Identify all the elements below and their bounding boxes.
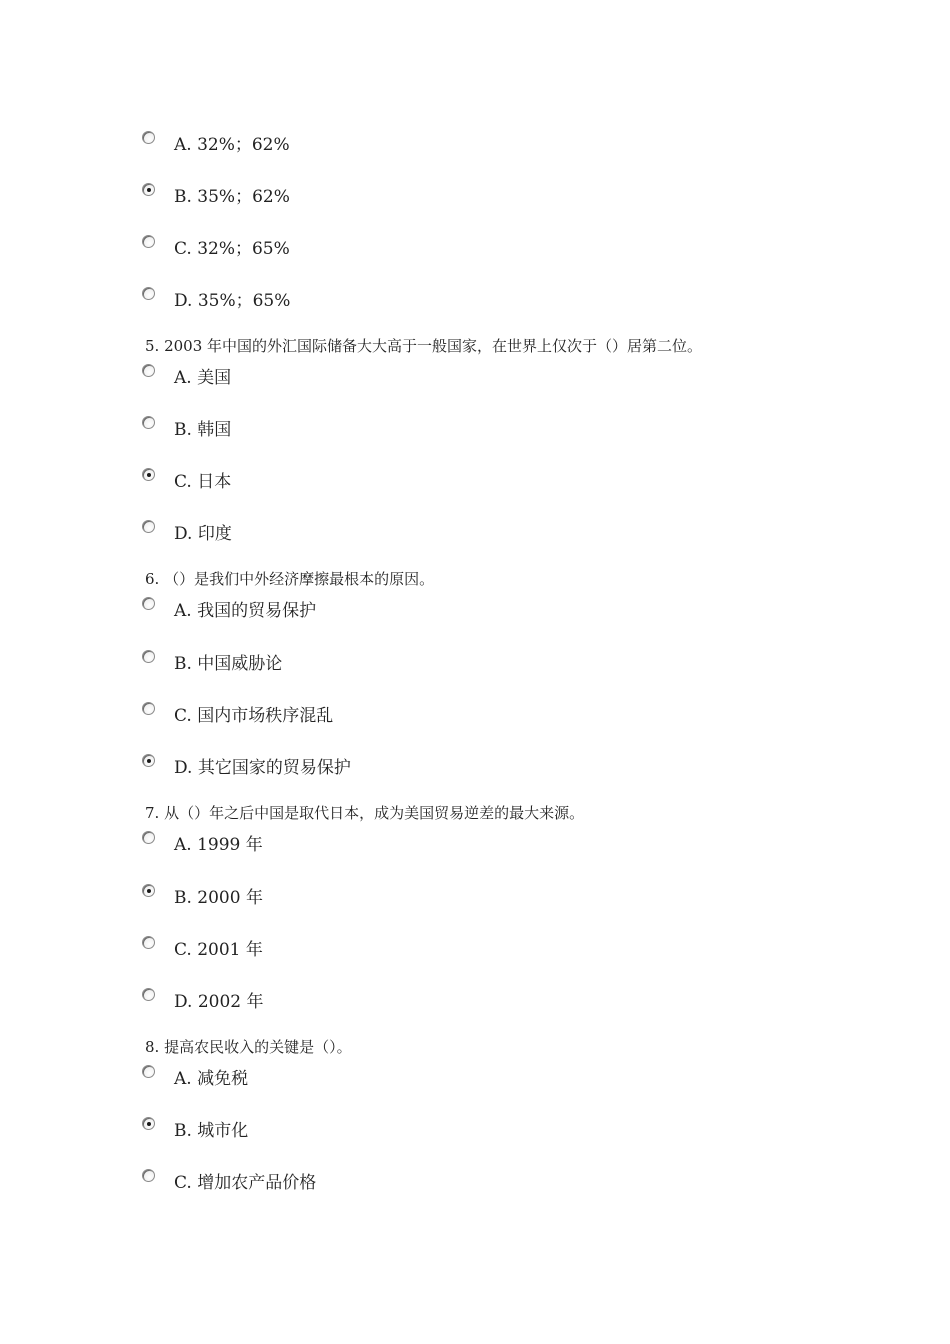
q7-option-b[interactable] bbox=[142, 884, 742, 914]
radio-checked-icon[interactable] bbox=[142, 754, 155, 767]
q4-option-b[interactable] bbox=[142, 183, 742, 213]
option-label: C. 日本 bbox=[174, 472, 232, 492]
option-label: D. 35%；65% bbox=[174, 291, 291, 311]
q4-option-d[interactable] bbox=[142, 287, 742, 317]
option-label: A. 我国的贸易保护 bbox=[174, 601, 317, 621]
option-label: B. 城市化 bbox=[174, 1121, 249, 1141]
q5-option-b[interactable] bbox=[142, 416, 742, 446]
radio-icon[interactable] bbox=[142, 235, 155, 248]
question-text: 6. （）是我们中外经济摩擦最根本的原因。 bbox=[145, 570, 435, 588]
q8-option-a[interactable] bbox=[142, 1065, 742, 1095]
radio-icon[interactable] bbox=[142, 520, 155, 533]
q5-option-a[interactable] bbox=[142, 364, 742, 394]
radio-icon[interactable] bbox=[142, 1169, 155, 1182]
option-label: D. 印度 bbox=[174, 524, 232, 544]
option-label: A. 减免税 bbox=[174, 1069, 249, 1089]
q5-option-c[interactable] bbox=[142, 468, 742, 498]
option-label: C. 2001 年 bbox=[174, 940, 263, 960]
option-label: A. 32%；62% bbox=[174, 135, 290, 155]
q7-option-d[interactable] bbox=[142, 988, 742, 1018]
q4-option-a[interactable] bbox=[142, 131, 742, 161]
option-label: B. 2000 年 bbox=[174, 888, 263, 908]
radio-icon[interactable] bbox=[142, 650, 155, 663]
radio-checked-icon[interactable] bbox=[142, 1117, 155, 1130]
option-label: A. 美国 bbox=[174, 368, 232, 388]
option-label: B. 韩国 bbox=[174, 420, 232, 440]
question-text: 5. 2003 年中国的外汇国际储备大大高于一般国家，在世界上仅次于（）居第二位。 bbox=[145, 337, 703, 355]
radio-icon[interactable] bbox=[142, 988, 155, 1001]
q8-option-b[interactable] bbox=[142, 1117, 742, 1147]
question-text: 8. 提高农民收入的关键是（）。 bbox=[145, 1038, 352, 1056]
option-label: C. 32%；65% bbox=[174, 239, 290, 259]
radio-icon[interactable] bbox=[142, 597, 155, 610]
radio-checked-icon[interactable] bbox=[142, 884, 155, 897]
option-label: D. 2002 年 bbox=[174, 992, 264, 1012]
q6-option-b[interactable] bbox=[142, 650, 742, 680]
option-label: C. 增加农产品价格 bbox=[174, 1173, 317, 1193]
radio-icon[interactable] bbox=[142, 364, 155, 377]
radio-icon[interactable] bbox=[142, 287, 155, 300]
q5-option-d[interactable] bbox=[142, 520, 742, 550]
radio-icon[interactable] bbox=[142, 831, 155, 844]
question-text: 7. 从（）年之后中国是取代日本，成为美国贸易逆差的最大来源。 bbox=[145, 804, 585, 822]
q6-option-d[interactable] bbox=[142, 754, 742, 784]
option-label: D. 其它国家的贸易保护 bbox=[174, 758, 351, 778]
option-label: B. 35%；62% bbox=[174, 187, 290, 207]
q6-option-a[interactable] bbox=[142, 597, 742, 627]
radio-checked-icon[interactable] bbox=[142, 468, 155, 481]
option-label: C. 国内市场秩序混乱 bbox=[174, 706, 334, 726]
radio-icon[interactable] bbox=[142, 936, 155, 949]
option-label: B. 中国威胁论 bbox=[174, 654, 283, 674]
q8-option-c[interactable] bbox=[142, 1169, 742, 1199]
radio-icon[interactable] bbox=[142, 1065, 155, 1078]
radio-icon[interactable] bbox=[142, 131, 155, 144]
radio-icon[interactable] bbox=[142, 416, 155, 429]
radio-checked-icon[interactable] bbox=[142, 183, 155, 196]
radio-icon[interactable] bbox=[142, 702, 155, 715]
q4-option-c[interactable] bbox=[142, 235, 742, 265]
q6-option-c[interactable] bbox=[142, 702, 742, 732]
q7-option-c[interactable] bbox=[142, 936, 742, 966]
option-label: A. 1999 年 bbox=[174, 835, 263, 855]
q7-option-a[interactable] bbox=[142, 831, 742, 861]
